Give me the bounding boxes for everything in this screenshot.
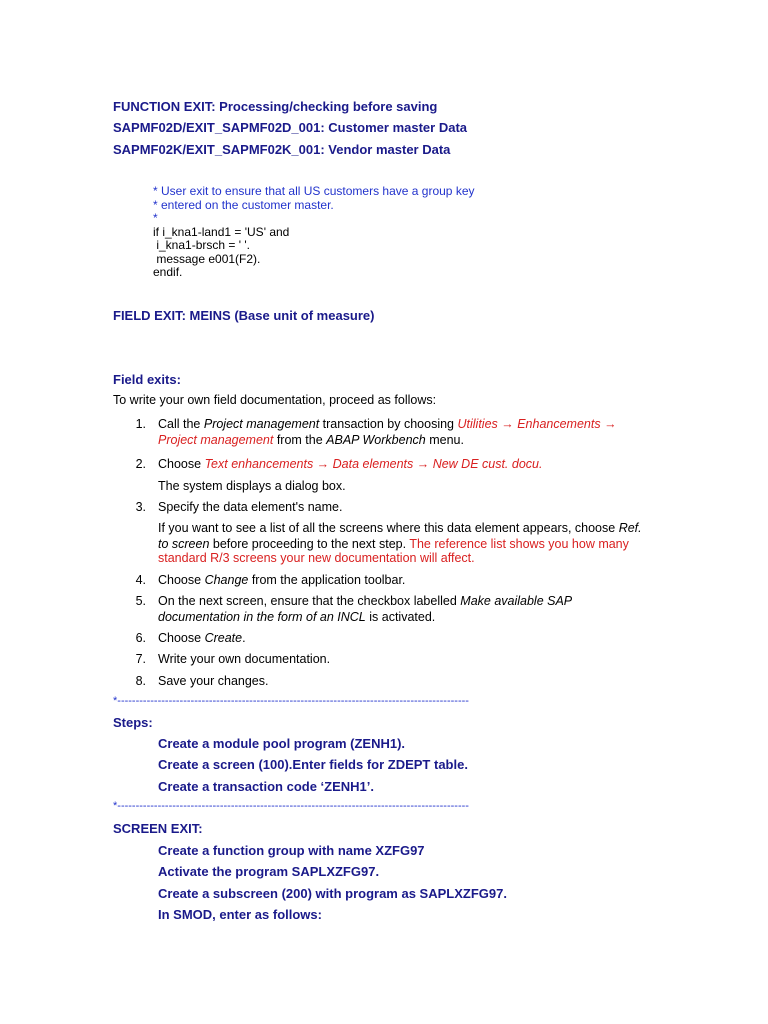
field-exit-heading: FIELD EXIT: MEINS (Base unit of measure) bbox=[113, 308, 375, 323]
vendor-exit-line: SAPMF02K/EXIT_SAPMF02K_001: Vendor master Data bbox=[113, 142, 451, 157]
step-number: 3. bbox=[135, 500, 146, 514]
separator-line: *------------------------------------------------------------------------------------------------ bbox=[113, 695, 469, 707]
code-comment: * User exit to ensure that all US customers have a group key bbox=[153, 184, 475, 198]
customer-exit-line: SAPMF02D/EXIT_SAPMF02D_001: Customer master Data bbox=[113, 120, 468, 135]
step-5-line-2: documentation in the form of an INCL is activated. bbox=[158, 610, 436, 624]
code-comment: * entered on the customer master. bbox=[153, 197, 334, 212]
code-line: i_kna1-brsch = ' '. bbox=[153, 238, 250, 252]
step-3-note-3: standard R/3 screens your new documentation will affect. bbox=[158, 551, 475, 565]
field-exits-intro: To write your own field documentation, proceed as follows: bbox=[113, 393, 437, 407]
code-block bbox=[153, 185, 475, 280]
screen-exit-item: Create a subscreen (200) with program as SAPLXZFG97. bbox=[158, 886, 507, 901]
steps-item: Create a screen (100).Enter fields for ZDEPT table. bbox=[158, 757, 468, 772]
screen-exit-heading: SCREEN EXIT: bbox=[113, 821, 203, 836]
code-line: message e001(F2). bbox=[153, 251, 261, 266]
code-line: if i_kna1-land1 = 'US' and bbox=[153, 224, 290, 239]
step-number: 8. bbox=[135, 674, 146, 688]
code-comment: * bbox=[153, 211, 158, 225]
screen-exit-item: Activate the program SAPLXZFG97. bbox=[158, 864, 380, 879]
step-number: 1. bbox=[135, 417, 146, 431]
function-exit-heading: FUNCTION EXIT: Processing/checking before saving bbox=[113, 99, 438, 114]
screen-exit-item: Create a function group with name XZFG97 bbox=[158, 843, 425, 858]
step-3-note-2: to screen before proceeding to the next step. The reference list shows you how many bbox=[158, 537, 629, 551]
step-2-note: The system displays a dialog box. bbox=[158, 479, 346, 493]
steps-item: Create a transaction code ‘ZENH1’. bbox=[158, 779, 375, 794]
code-line: endif. bbox=[153, 265, 183, 279]
step-6-line: Choose Create. bbox=[158, 631, 246, 645]
step-7-line: Write your own documentation. bbox=[158, 652, 331, 666]
step-3-note-1: If you want to see a list of all the screens where this data element appears, choose Ref. bbox=[158, 521, 642, 535]
step-number: 2. bbox=[135, 457, 146, 471]
step-1-line-1: Call the Project management transaction by choosing Utilities → Enhancements → bbox=[158, 417, 617, 431]
steps-item: Create a module pool program (ZENH1). bbox=[158, 736, 406, 751]
step-1-line-2: Project management from the ABAP Workbench menu. bbox=[158, 433, 464, 447]
step-2-line-1: Choose Text enhancements → Data elements → New DE cust. docu. bbox=[158, 457, 543, 471]
step-8-line: Save your changes. bbox=[158, 674, 269, 688]
step-number: 4. bbox=[135, 573, 146, 587]
step-number: 6. bbox=[135, 631, 146, 645]
field-exits-heading: Field exits: bbox=[113, 372, 181, 387]
step-number: 5. bbox=[135, 594, 146, 608]
screen-exit-item: In SMOD, enter as follows: bbox=[158, 907, 322, 922]
separator-line: *------------------------------------------------------------------------------------------------ bbox=[113, 800, 469, 812]
steps-heading: Steps: bbox=[113, 715, 153, 730]
step-number: 7. bbox=[135, 652, 146, 666]
step-3-line-1: Specify the data element's name. bbox=[158, 500, 343, 514]
step-5-line-1: On the next screen, ensure that the checkbox labelled Make available SAP bbox=[158, 594, 573, 608]
step-4-line: Choose Change from the application toolbar. bbox=[158, 573, 406, 587]
